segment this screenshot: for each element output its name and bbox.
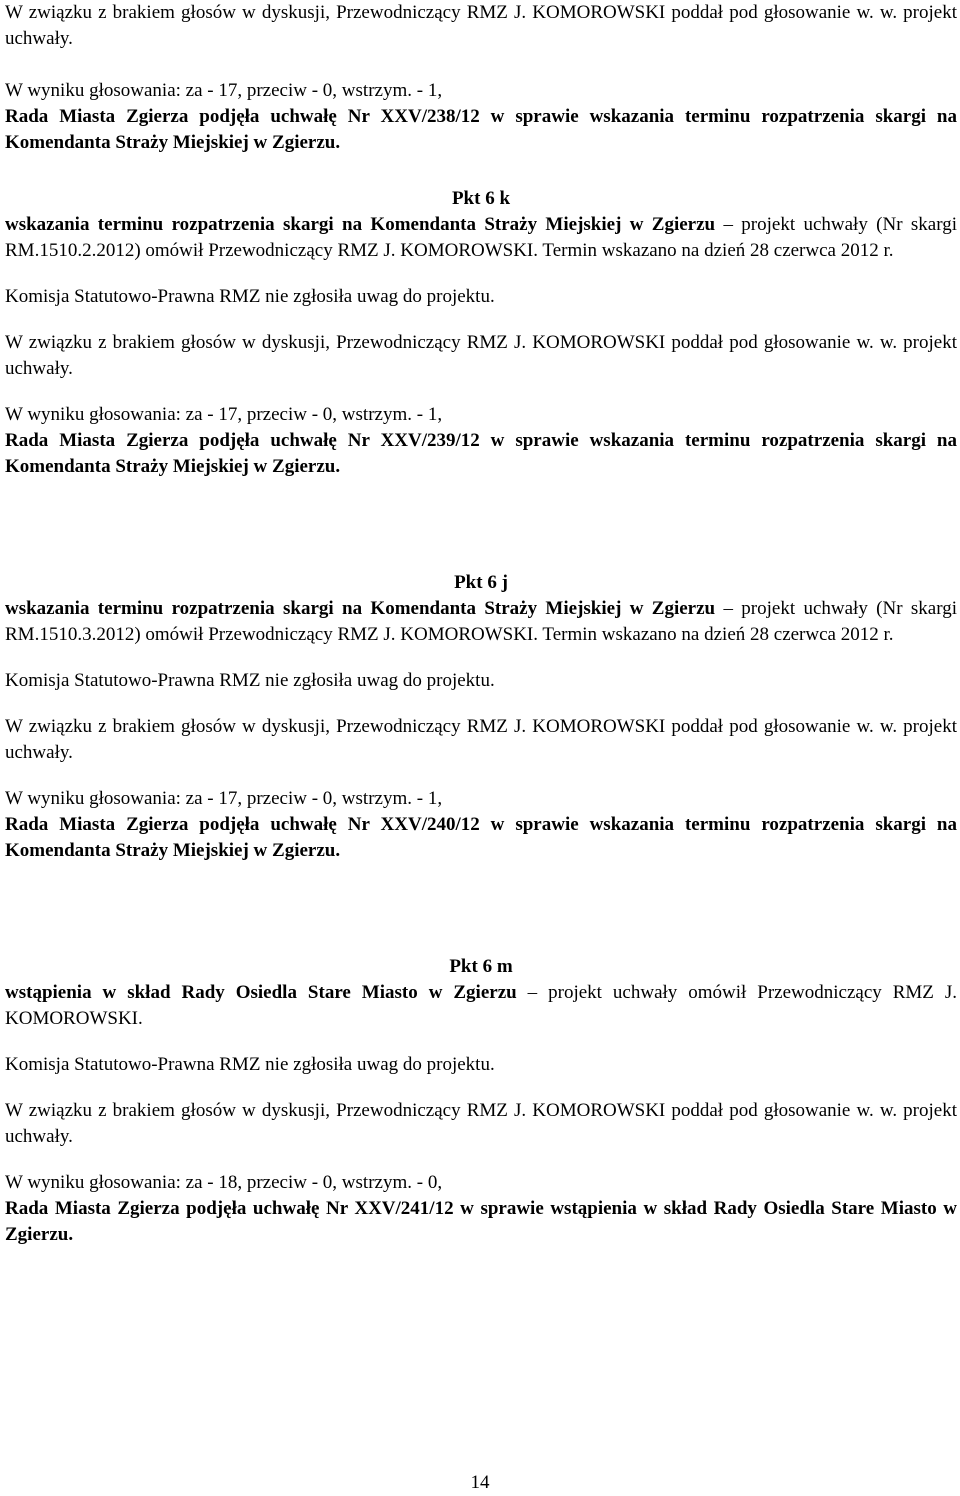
resolution-text: Rada Miasta Zgierza podjęła uchwałę Nr XXV/241/12 w sprawie wstąpienia w skład Rady Osiedla Stare Miasto w Zgierzu. bbox=[5, 1198, 957, 1245]
top-vote-text: W wyniku głosowania: za - 17, przeciw - 0, wstrzym. - 1, bbox=[5, 80, 443, 101]
top-resolution-text: Rada Miasta Zgierza podjęła uchwałę Nr XXV/238/12 w sprawie wskazania terminu rozpatrzenia skargi na Komendanta Straży Miejskiej w Zgierzu. bbox=[5, 106, 957, 153]
section-description: – projekt uchwały (Nr skargi RM.1510.2.2012) omówił Przewodniczący RMZ J. KOMOROWSKI. Termin wskazano na dzień 28 czerwca 2012 r. bbox=[5, 214, 957, 261]
vote-text: W wyniku głosowania: za - 17, przeciw - 0, wstrzym. - 1, bbox=[5, 404, 443, 425]
section-description: – projekt uchwały omówił Przewodniczący RMZ J. KOMOROWSKI. bbox=[5, 982, 957, 1029]
discussion-text: W związku z brakiem głosów w dyskusji, Przewodniczący RMZ J. KOMOROWSKI poddał pod głosowanie w. w. projekt uchwały. bbox=[5, 1100, 957, 1147]
section-pkt-6m bbox=[5, 954, 957, 1248]
top-block bbox=[5, 0, 957, 156]
section-pkt-6k bbox=[5, 186, 957, 480]
section-subject: wstąpienia w skład Rady Osiedla Stare Miasto w Zgierzu bbox=[5, 982, 517, 1003]
discussion-text: W związku z brakiem głosów w dyskusji, Przewodniczący RMZ J. KOMOROWSKI poddał pod głosowanie w. w. projekt uchwały. bbox=[5, 716, 957, 763]
section-subject-paragraph bbox=[5, 596, 957, 648]
section-subject: wskazania terminu rozpatrzenia skargi na Komendanta Straży Miejskiej w Zgierzu bbox=[5, 598, 716, 619]
section-subject-paragraph bbox=[5, 212, 957, 264]
page-number: 14 bbox=[470, 1472, 490, 1493]
commission-text: Komisja Statutowo-Prawna RMZ nie zgłosiła uwag do projektu. bbox=[5, 670, 495, 691]
section-subject: wskazania terminu rozpatrzenia skargi na Komendanta Straży Miejskiej w Zgierzu bbox=[5, 214, 716, 235]
section-pkt-6j bbox=[5, 570, 957, 864]
vote-text: W wyniku głosowania: za - 17, przeciw - 0, wstrzym. - 1, bbox=[5, 788, 443, 809]
vote-text: W wyniku głosowania: za - 18, przeciw - 0, wstrzym. - 0, bbox=[5, 1172, 443, 1193]
resolution-text: Rada Miasta Zgierza podjęła uchwałę Nr XXV/240/12 w sprawie wskazania terminu rozpatrzenia skargi na Komendanta Straży Miejskiej w Zgierzu. bbox=[5, 814, 957, 861]
section-subject-paragraph bbox=[5, 980, 957, 1032]
section-heading: Pkt 6 k bbox=[451, 188, 511, 209]
commission-text: Komisja Statutowo-Prawna RMZ nie zgłosiła uwag do projektu. bbox=[5, 286, 495, 307]
section-heading: Pkt 6 m bbox=[449, 956, 513, 977]
discussion-text: W związku z brakiem głosów w dyskusji, Przewodniczący RMZ J. KOMOROWSKI poddał pod głosowanie w. w. projekt uchwały. bbox=[5, 332, 957, 379]
commission-text: Komisja Statutowo-Prawna RMZ nie zgłosiła uwag do projektu. bbox=[5, 1054, 495, 1075]
section-description: – projekt uchwały (Nr skargi RM.1510.3.2012) omówił Przewodniczący RMZ J. KOMOROWSKI. Termin wskazano na dzień 28 czerwca 2012 r. bbox=[5, 598, 957, 645]
section-heading: Pkt 6 j bbox=[454, 572, 508, 593]
top-discussion-text: W związku z brakiem głosów w dyskusji, Przewodniczący RMZ J. KOMOROWSKI poddał pod głosowanie w. w. projekt uchwały. bbox=[5, 2, 957, 49]
resolution-text: Rada Miasta Zgierza podjęła uchwałę Nr XXV/239/12 w sprawie wskazania terminu rozpatrzenia skargi na Komendanta Straży Miejskiej w Zgierzu. bbox=[5, 430, 957, 477]
